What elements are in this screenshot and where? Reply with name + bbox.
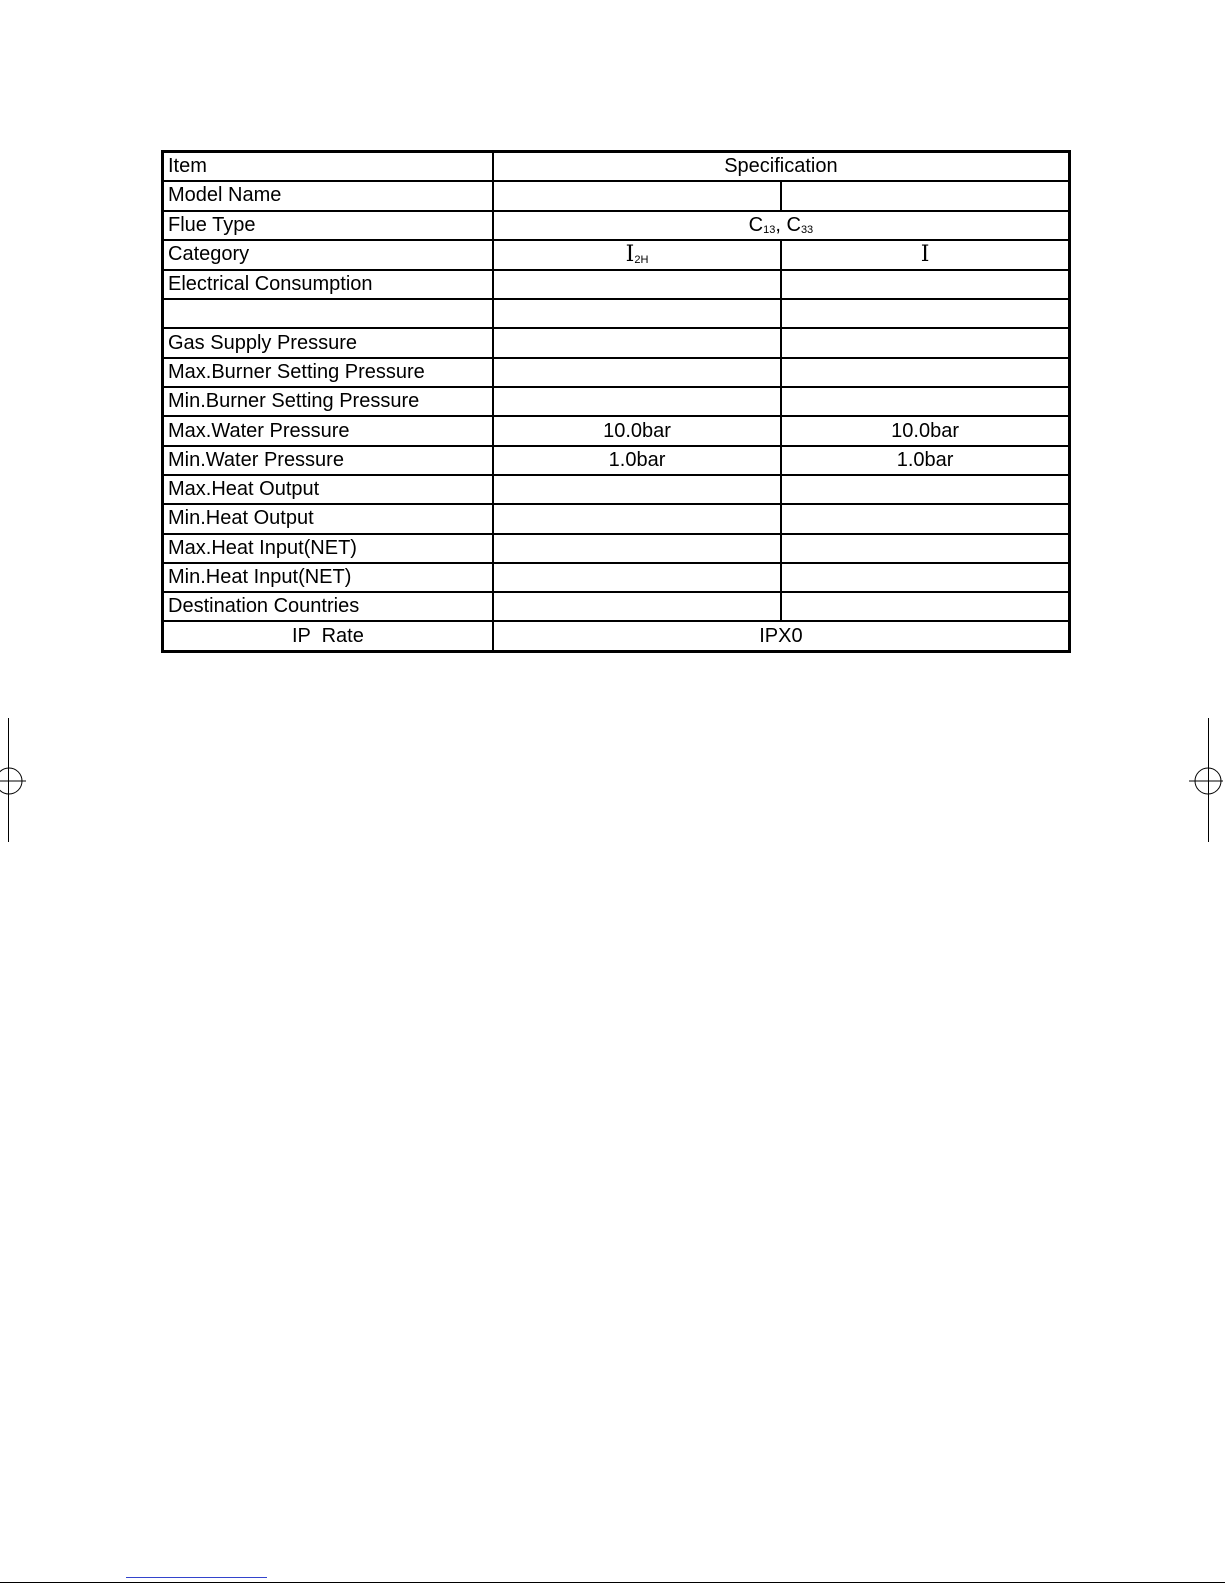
- registration-mark-right-icon: [1189, 764, 1223, 798]
- row-value-b: [781, 181, 1069, 210]
- row-label: Min.Heat Output: [163, 504, 493, 533]
- row-value-a: [493, 299, 781, 328]
- row-value-a: [493, 592, 781, 621]
- flue-sub-1: 13: [763, 223, 776, 236]
- category-a-sub: 2H: [634, 253, 649, 266]
- row-label: Electrical Consumption: [163, 270, 493, 299]
- table-row: [163, 446, 1070, 475]
- row-value-b: [781, 563, 1069, 592]
- row-value-b: [781, 270, 1069, 299]
- table-row: [163, 211, 1070, 240]
- table-row: [163, 358, 1070, 387]
- row-label: Min.Burner Setting Pressure: [163, 387, 493, 416]
- table-row: [163, 240, 1070, 270]
- row-value-b: [781, 328, 1069, 357]
- table-header-row: [163, 152, 1070, 182]
- category-value-a: [493, 240, 781, 270]
- row-value-a: 10.0bar: [493, 416, 781, 445]
- row-value-a: [493, 534, 781, 563]
- table-row: [163, 475, 1070, 504]
- row-label: Max.Water Pressure: [163, 416, 493, 445]
- table-row: [163, 592, 1070, 621]
- row-value-b: [781, 299, 1069, 328]
- row-value-b: [781, 504, 1069, 533]
- row-label: [163, 299, 493, 328]
- category-b-main: I: [920, 241, 930, 267]
- ip-rate-label: IP Rate: [163, 621, 493, 651]
- row-label: Max.Heat Output: [163, 475, 493, 504]
- row-value-b: 1.0bar: [781, 446, 1069, 475]
- table-row: [163, 270, 1070, 299]
- row-value-a: [493, 358, 781, 387]
- row-value-a: [493, 270, 781, 299]
- bottom-accent-line: [126, 1577, 267, 1578]
- table-row: [163, 621, 1070, 651]
- table-row: [163, 387, 1070, 416]
- table-row: [163, 563, 1070, 592]
- row-value-b: [781, 387, 1069, 416]
- header-item: Item: [163, 152, 493, 182]
- flue-prefix: C: [748, 213, 764, 236]
- row-value-a: [493, 328, 781, 357]
- flue-mid: , C: [775, 213, 801, 236]
- flue-type-value: [493, 211, 1070, 240]
- table-row: [163, 328, 1070, 357]
- row-label: Min.Heat Input(NET): [163, 563, 493, 592]
- table-row: [163, 534, 1070, 563]
- row-label: Max.Burner Setting Pressure: [163, 358, 493, 387]
- registration-mark-left-icon: [0, 764, 26, 798]
- table-row: [163, 416, 1070, 445]
- category-value-b: [781, 240, 1069, 270]
- row-label: Category: [163, 240, 493, 270]
- row-value-b: [781, 592, 1069, 621]
- row-label: Model Name: [163, 181, 493, 210]
- header-specification: Specification: [493, 152, 1070, 182]
- row-label: Gas Supply Pressure: [163, 328, 493, 357]
- table-row: [163, 504, 1070, 533]
- row-label: Destination Countries: [163, 592, 493, 621]
- row-value-b: 10.0bar: [781, 416, 1069, 445]
- row-value-a: [493, 181, 781, 210]
- row-value-a: 1.0bar: [493, 446, 781, 475]
- row-value-a: [493, 563, 781, 592]
- row-value-b: [781, 475, 1069, 504]
- bottom-rule: [0, 1582, 1225, 1583]
- row-value-a: [493, 504, 781, 533]
- flue-sub-2: 33: [800, 223, 814, 236]
- row-label: Flue Type: [163, 211, 493, 240]
- row-value-b: [781, 358, 1069, 387]
- ip-rate-value: IPX0: [493, 621, 1070, 651]
- table-row: [163, 181, 1070, 210]
- category-a-main: I: [625, 241, 635, 267]
- row-value-a: [493, 387, 781, 416]
- row-label: Min.Water Pressure: [163, 446, 493, 475]
- table-row: [163, 299, 1070, 328]
- row-value-b: [781, 534, 1069, 563]
- specification-table: [161, 150, 1071, 653]
- row-value-a: [493, 475, 781, 504]
- row-label: Max.Heat Input(NET): [163, 534, 493, 563]
